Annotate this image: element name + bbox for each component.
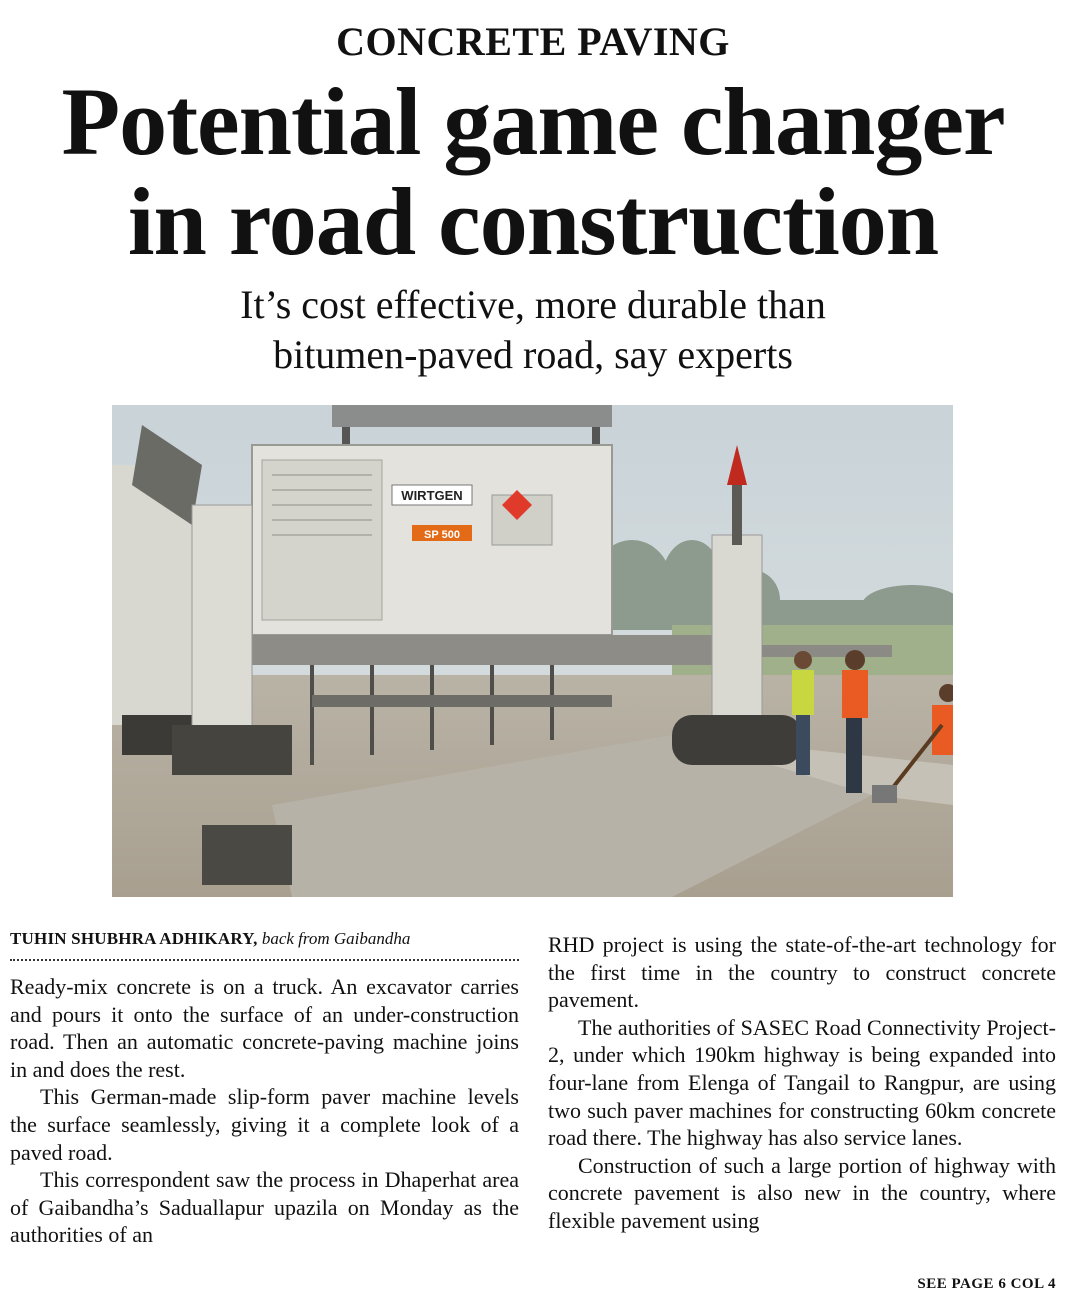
subheadline-line-1: It’s cost effective, more durable than <box>240 282 826 327</box>
track-right <box>672 715 802 765</box>
paragraph-2: This German-made slip-form paver machine levels the surface seamlessly, giving it a complete look of a paved road. <box>10 1084 519 1165</box>
article-column-left <box>10 927 519 1249</box>
continued-on-page-reference: SEE PAGE 6 COL 4 <box>917 1276 1056 1292</box>
paragraph-4: The authorities of SASEC Road Connectivity Project-2, under which 190km highway is being expanded into four-lane from Elenga of Tangail to Rangpur, are using two such paver machines for constructing 60km concrete road there. The highway has also service lanes. <box>548 1014 1056 1151</box>
article-column-right <box>548 931 1056 1235</box>
subheadline <box>0 280 1066 380</box>
byline-place: back from Gaibandha <box>261 929 411 948</box>
byline-author: TUHIN SHUBHRA ADHIKARY, <box>10 929 258 948</box>
byline <box>10 927 519 961</box>
paragraph-5: Construction of such a large portion of highway with concrete pavement is also new in the country, where flexible pavement using <box>548 1152 1056 1233</box>
headline-line-1: Potential game changer <box>61 68 1005 175</box>
paragraph-1: Ready-mix concrete is on a truck. An excavator carries and pours it onto the surface of an under-construction road. Then an automatic concrete-paving machine joins in and does the rest. <box>10 974 519 1082</box>
news-photo <box>112 405 953 897</box>
paragraph-3-continued: RHD project is using the state-of-the-art technology for the first time in the country to construct concrete pavement. <box>548 932 1056 1013</box>
subheadline-line-2: bitumen-paved road, say experts <box>273 332 793 377</box>
headline-line-2: in road construction <box>127 168 939 275</box>
section-kicker: CONCRETE PAVING <box>336 19 730 64</box>
model-label: SP 500 <box>424 529 460 541</box>
headline <box>0 68 1066 275</box>
brand-label: WIRTGEN <box>401 488 463 503</box>
paving-machine-illustration <box>112 405 953 897</box>
paragraph-3: This correspondent saw the process in Dhaperhat area of Gaibandha’s Saduallapur upazila on Monday as the authorities of an <box>10 1167 519 1248</box>
